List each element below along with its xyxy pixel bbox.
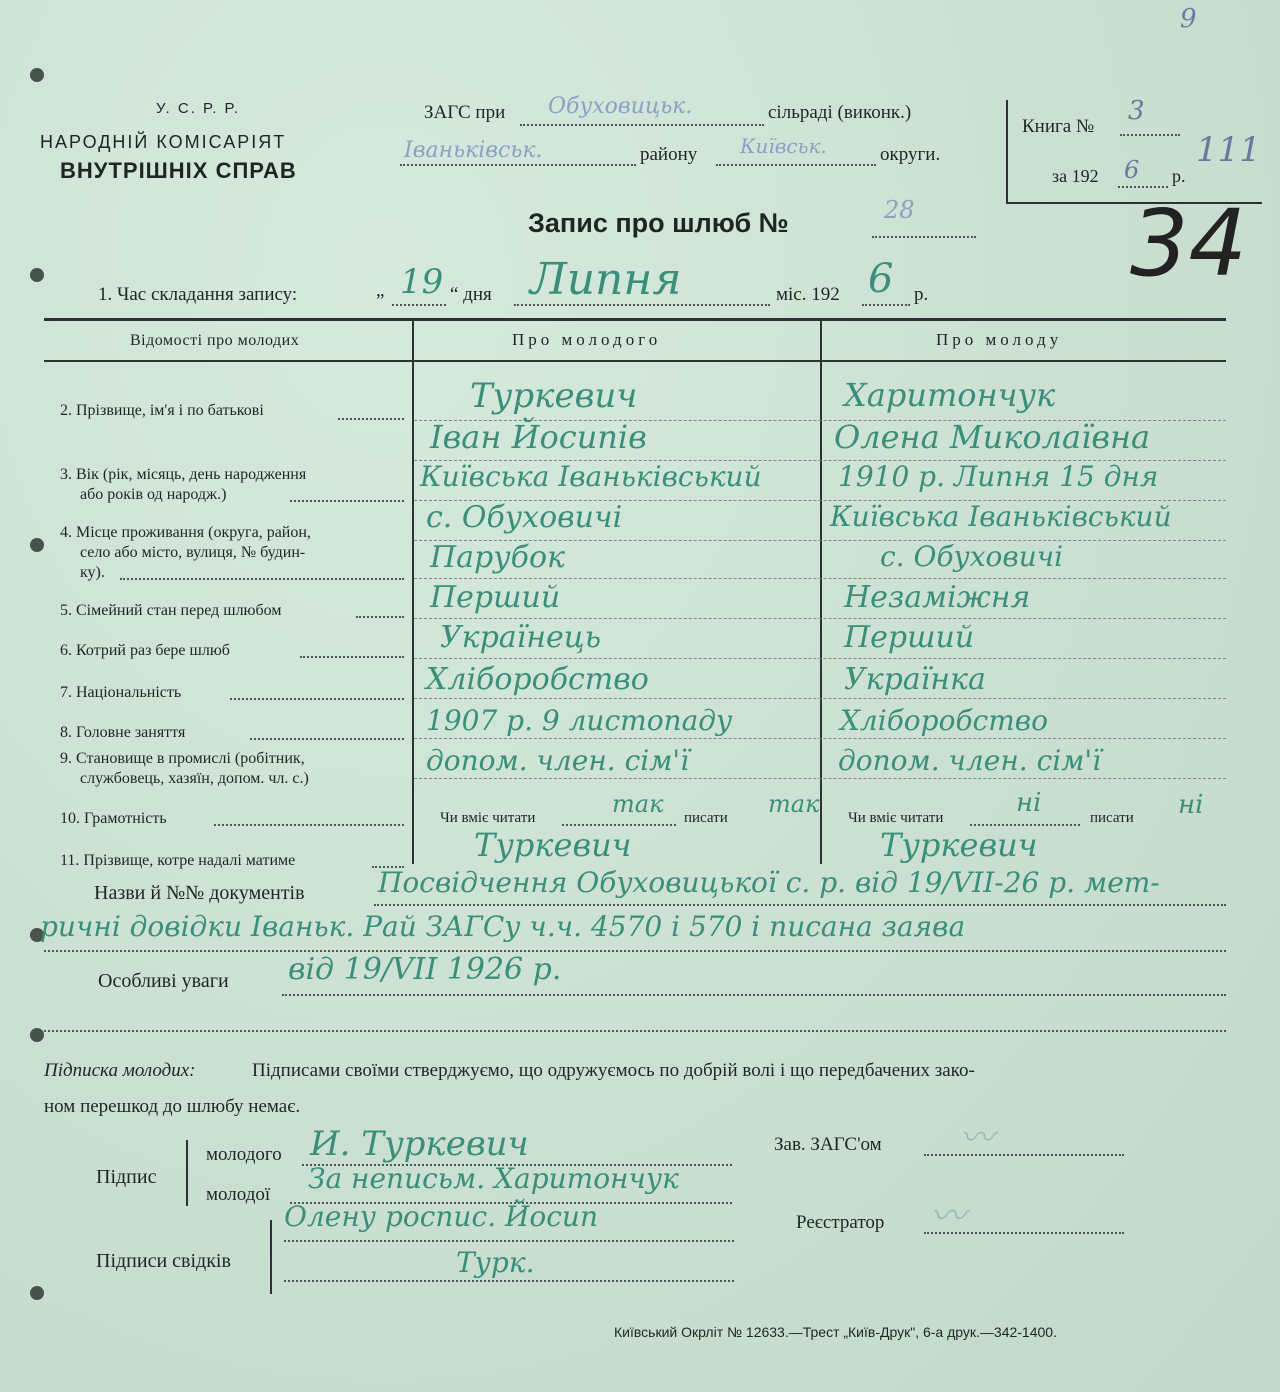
row-line [414, 618, 1226, 619]
label-marital: 5. Сімейний стан перед шлюбом [60, 602, 282, 619]
zags-district-hand: Іваньківськ. [404, 138, 543, 163]
groom-marital: Парубок [430, 540, 565, 575]
table-header-groom: Про молодого [512, 330, 662, 349]
book-marginal: 111 [1196, 130, 1261, 170]
label-nationality: 7. Національність [60, 684, 182, 701]
zags-okrug-dots [716, 164, 876, 166]
head-label: Зав. ЗАГС'ом [774, 1134, 882, 1155]
book-year-prefix: за 192 [1052, 166, 1099, 186]
zags-district-dots [400, 164, 636, 166]
label-position-2: службовець, хазяїн, допом. чл. с.) [80, 770, 309, 787]
table-header-info: Відомості про молодих [130, 332, 300, 349]
groom-read-label: Чи вміє читати [440, 810, 536, 826]
bride-nationality: Українка [844, 662, 986, 697]
signature-label: Підпис [96, 1166, 157, 1188]
groom-signature: И. Туркевич [310, 1124, 529, 1164]
label-residence-1: 4. Місце проживання (округа, район, [60, 524, 311, 541]
documents-label: Назви й №№ документів [94, 882, 305, 904]
groom-read-value: так [612, 790, 664, 818]
bride-marital: Незаміжня [844, 580, 1031, 615]
book-big-mark: 34 [1130, 190, 1248, 297]
table-col-rule-1 [412, 320, 414, 864]
record-title: Запис про шлюб № [528, 208, 789, 238]
book-year-digit: 6 [1124, 156, 1140, 184]
label-residence-3: ку). [80, 564, 105, 581]
groom-surname: Туркевич [470, 376, 638, 416]
book-year-suffix: р. [1172, 166, 1186, 186]
label-dots [338, 418, 404, 420]
bride-surname: Харитончук [844, 376, 1056, 414]
record-month-dots [514, 304, 770, 306]
book-number: 3 [1128, 96, 1145, 126]
bride-read-label: Чи вміє читати [848, 810, 944, 826]
table-top-rule [44, 318, 1226, 321]
label-times: 6. Котрий раз бере шлюб [60, 642, 230, 659]
book-box-left [1006, 100, 1008, 204]
groom-times: Перший [430, 580, 561, 615]
table-header-bride: Про молоду [936, 330, 1063, 349]
record-year-dots [862, 304, 910, 306]
record-month: Липня [530, 254, 682, 305]
table-header-rule [44, 360, 1226, 362]
bride-future-surname: Туркевич [880, 826, 1038, 864]
bride-signature: За неписьм. Харитончук [308, 1162, 679, 1195]
book-label: Книга № [1022, 116, 1095, 137]
label-occupation: 8. Головне заняття [60, 724, 186, 741]
binder-hole [30, 68, 44, 82]
zags-prefix: ЗАГС при [424, 102, 506, 123]
header-internal-affairs: ВНУТРІШНІХ СПРАВ [60, 158, 297, 183]
sig-dots [924, 1154, 1124, 1156]
bride-position: допом. член. сім'ї [838, 744, 1102, 777]
bride-occupation: Хліборобство [840, 704, 1048, 737]
binder-hole [30, 268, 44, 282]
label-dots [120, 578, 404, 580]
zags-council-hand: Обуховицьк. [548, 94, 693, 119]
binder-hole [30, 1286, 44, 1300]
record-time-close-quote: “ дня [450, 284, 492, 305]
record-day-dots [392, 304, 446, 306]
groom-okrug-district: Київська Іваньківський [420, 460, 762, 493]
documents-line-1: Посвідчення Обуховицької с. р. від 19/VII-26 р. мет- [378, 866, 1160, 899]
label-dots [290, 500, 404, 502]
groom-birthdate: 1907 р. 9 листопаду [426, 704, 733, 737]
statement-text-1: Підписами своїми стверджуємо, що одружуємось по добрій волі і що передбачених зако- [252, 1060, 975, 1081]
groom-nationality: Українець [440, 620, 602, 655]
row-line [414, 778, 1226, 779]
row-line [414, 578, 1226, 579]
groom-position: допом. член. сім'ї [426, 744, 690, 777]
binder-hole [30, 538, 44, 552]
documents-dots [374, 904, 1226, 906]
label-residence-2: село або місто, вулиця, № будин- [80, 544, 306, 561]
record-number: 28 [884, 196, 915, 224]
sig-dots [284, 1280, 734, 1282]
bride-write-label: писати [1090, 810, 1134, 826]
book-year-dots [1118, 186, 1168, 188]
groom-occupation: Хліборобство [426, 662, 649, 697]
row-line [414, 738, 1226, 739]
registrar-signature: 〰 [930, 1196, 967, 1237]
groom-village: с. Обуховичі [426, 500, 623, 535]
corner-number: 9 [1180, 4, 1197, 34]
witness-signature-1: Олену роспис. Йосип [284, 1200, 598, 1233]
record-time-mis: міс. 192 [776, 284, 840, 305]
label-future-surname: 11. Прізвище, котре надалі матиме [60, 852, 296, 869]
label-dots [230, 698, 404, 700]
witness-signature-2: Турк. [456, 1246, 535, 1279]
statement-lead: Підписка молодих: [44, 1060, 196, 1081]
statement-text-2: ном перешкод до шлюбу немає. [44, 1096, 301, 1117]
special-dots [44, 1030, 1226, 1032]
zags-okrug-label: округи. [880, 144, 941, 165]
bride-write-value: ні [1178, 790, 1204, 820]
label-dots [214, 824, 404, 826]
groom-first-name: Іван Йосипів [430, 418, 647, 456]
head-signature: 〰 [960, 1118, 994, 1158]
record-time-label: 1. Час складання запису: [98, 284, 298, 305]
bride-read-value: ні [1016, 788, 1042, 818]
groom-future-surname: Туркевич [474, 826, 632, 864]
sig-dots [924, 1232, 1124, 1234]
row-line [414, 698, 1226, 699]
bride-village: с. Обуховичі [880, 540, 1064, 573]
label-age-2: або років од народж.) [80, 486, 227, 503]
sig-dots [284, 1240, 734, 1242]
bride-times: Перший [844, 620, 975, 655]
row-line [414, 658, 1226, 659]
witness-brace [270, 1220, 272, 1294]
groom-write-label: писати [684, 810, 728, 826]
registrar-label: Реєстратор [796, 1212, 885, 1233]
label-dots [250, 738, 404, 740]
groom-sig-label: молодого [206, 1144, 282, 1165]
header-ussr: У. С. Р. Р. [156, 100, 240, 117]
bride-sig-label: молодої [206, 1184, 271, 1205]
record-year-digit: 6 [868, 256, 894, 302]
bride-okrug-district: Київська Іваньківський [830, 500, 1172, 533]
record-number-dots [872, 236, 976, 238]
binder-hole [30, 1028, 44, 1042]
record-time-open-quote: „ [376, 280, 385, 301]
bride-birthdate: 1910 р. Липня 15 дня [838, 460, 1159, 493]
label-dots [356, 616, 404, 618]
printer-footer: Київський Окрліт № 12633.—Трест „Київ-Друк", 6-а друк.—342-1400. [614, 1324, 1057, 1340]
groom-write-value: так [768, 790, 820, 818]
witness-label: Підписи свідків [96, 1250, 231, 1272]
zags-council-dots [520, 124, 764, 126]
signature-brace [186, 1140, 188, 1206]
label-name: 2. Прізвище, ім'я і по батькові [60, 402, 264, 419]
book-number-dots [1120, 134, 1180, 136]
documents-line-2: ричні довідки Іваньк. Рай ЗАГСу ч.ч. 4570 і 570 і писана заява [40, 910, 966, 943]
zags-council-label: сільраді (виконк.) [768, 102, 912, 123]
bride-first-name: Олена Миколаївна [834, 418, 1151, 456]
special-notes-label: Особливі уваги [98, 970, 229, 992]
record-day: 19 [400, 262, 444, 302]
documents-dots [44, 950, 1226, 952]
header-commissariat: НАРОДНІЙ КОМІСАРІЯТ [40, 132, 287, 152]
label-literacy: 10. Грамотність [60, 810, 167, 827]
label-dots [300, 656, 404, 658]
zags-okrug-hand: Київськ. [740, 134, 827, 158]
special-dots [282, 994, 1226, 996]
table-col-rule-2 [820, 320, 822, 864]
label-age-1: 3. Вік (рік, місяць, день народження [60, 466, 307, 483]
special-notes-hand: від 19/VII 1926 р. [288, 952, 562, 987]
zags-district-label: району [640, 144, 698, 165]
label-position-1: 9. Становище в промислі (робітник, [60, 750, 305, 767]
record-time-suffix: р. [914, 284, 929, 305]
